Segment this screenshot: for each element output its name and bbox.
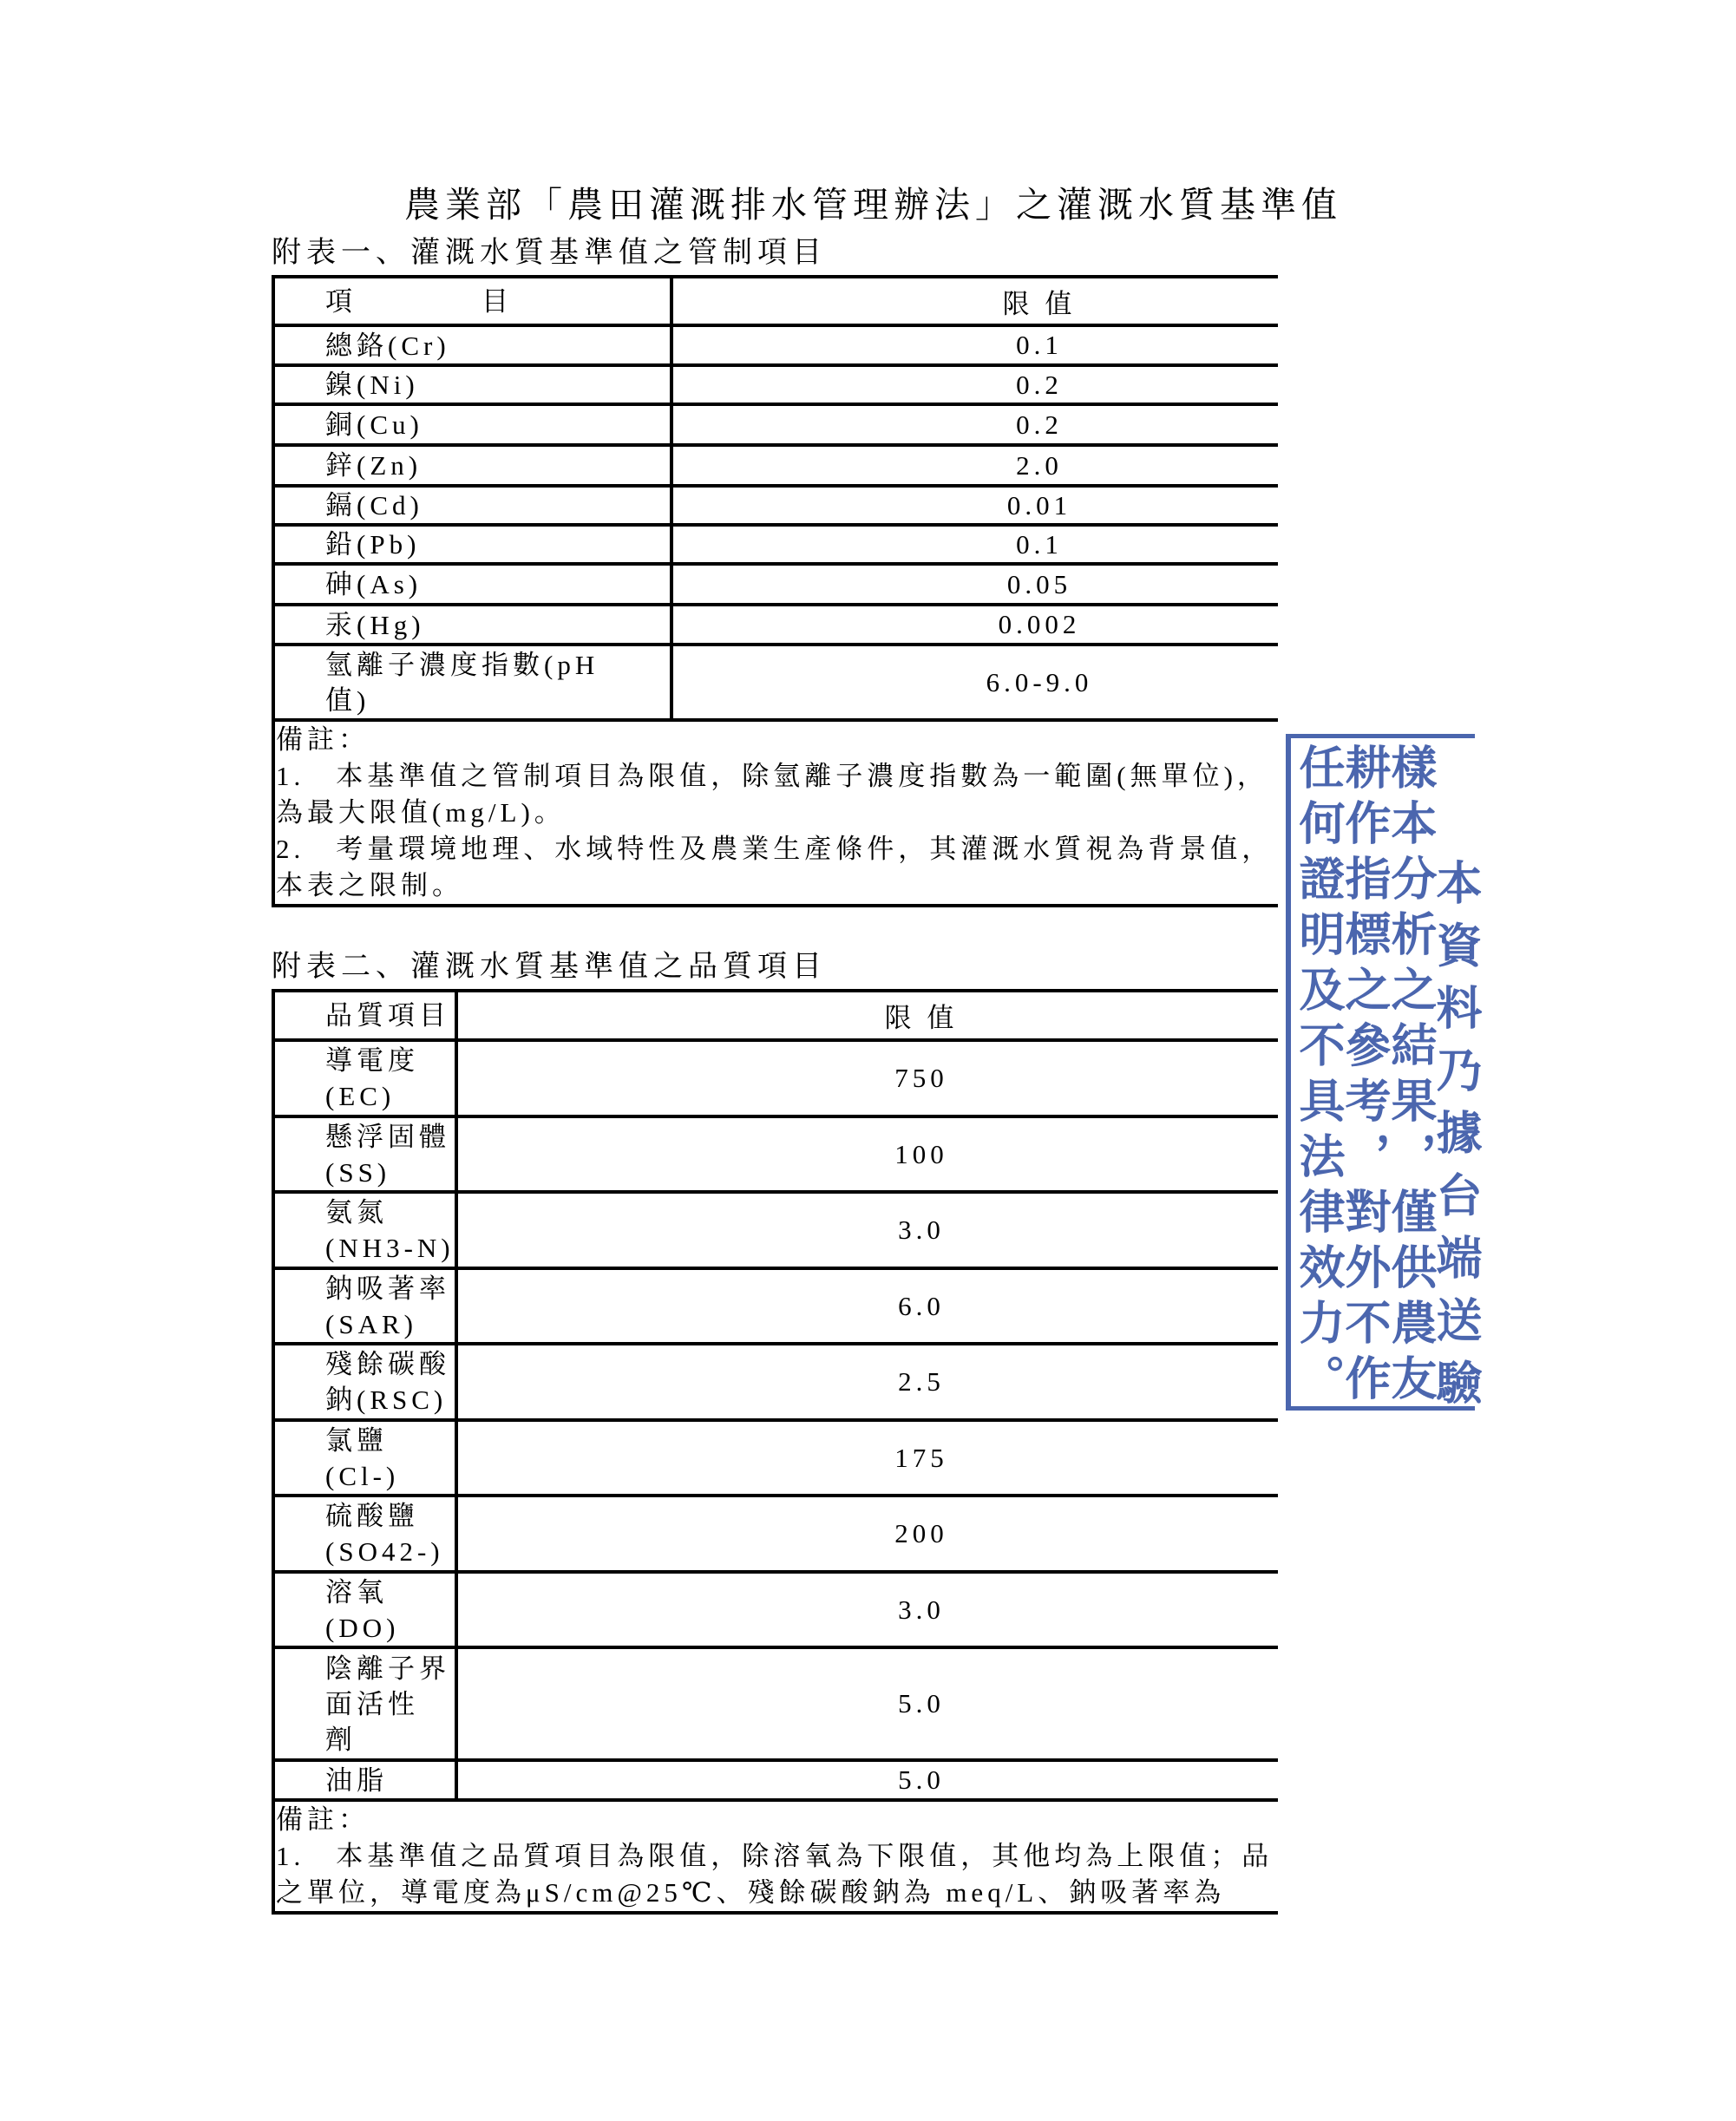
- limit-value: 0.01: [1006, 489, 1072, 520]
- limit-cell: [455, 1574, 1278, 1646]
- limit-value: 3.0: [898, 1214, 945, 1245]
- table2-grid: [272, 989, 1278, 1915]
- limit-value: 2.5: [898, 1366, 945, 1397]
- table-row: [275, 1649, 1278, 1762]
- table1-control-items: [272, 275, 1278, 907]
- item-label: 殘餘碳酸: [325, 1349, 450, 1379]
- table-row: [275, 327, 1278, 367]
- table2-caption: 附表二、灌溉水質基準值之品質項目: [272, 951, 827, 983]
- item-label: 鎘(Cd): [325, 490, 423, 520]
- limit-cell: [455, 1270, 1278, 1342]
- item-cell: [275, 646, 670, 718]
- item-label: 鈉(RSC): [325, 1385, 448, 1415]
- limit-cell: [455, 1194, 1278, 1267]
- item-cell: [275, 1649, 455, 1758]
- item-label: (SO42-): [325, 1536, 444, 1567]
- item-label: (EC): [325, 1081, 396, 1111]
- table-row: [275, 1422, 1278, 1497]
- limit-cell: [670, 406, 1278, 443]
- limit-cell: [670, 488, 1278, 523]
- note-line: 之單位，導電度為μS/cm@25℃、殘餘碳酸鈉為 meq/L、鈉吸著率為: [276, 1877, 1226, 1908]
- table1-notes: [275, 722, 1278, 907]
- table-row: [275, 1118, 1278, 1194]
- item-cell: [275, 1194, 455, 1267]
- limit-cell: [455, 1422, 1278, 1494]
- table2-header-row: [275, 992, 1278, 1042]
- item-cell: [275, 1270, 455, 1342]
- item-cell: [275, 367, 670, 403]
- note-line: 本表之限制。: [276, 870, 463, 900]
- note-line: 1. 本基準值之管制項目為限值，除氫離子濃度指數為一範圍(無單位)，: [276, 761, 1268, 791]
- note-line: 備註：: [276, 1804, 370, 1835]
- stamp-text-column: 本資料乃據台端送驗: [1429, 859, 1483, 1421]
- item-label: 陰離子界: [325, 1653, 450, 1684]
- item-label: 懸浮固體: [325, 1121, 450, 1152]
- stamp-text-column: 樣本分析之結果，僅供農友: [1384, 743, 1438, 1410]
- item-label: 氨氮: [325, 1197, 388, 1227]
- table2-header-limit: 限 值: [884, 1003, 959, 1033]
- limit-value: 0.1: [1016, 330, 1063, 360]
- item-label: 汞(Hg): [325, 609, 425, 640]
- limit-cell: [455, 1042, 1278, 1115]
- note-line: 1. 本基準值之品質項目為限值，除溶氧為下限值，其他均為上限值；品: [276, 1841, 1274, 1871]
- item-label: 導電度: [325, 1045, 419, 1076]
- item-label: 總鉻(Cr): [325, 330, 450, 361]
- limit-value: 0.05: [1006, 568, 1072, 599]
- limit-cell: [670, 527, 1278, 562]
- stamp-text-column: 任何證明及不具法律效力。: [1292, 743, 1346, 1410]
- limit-cell: [670, 447, 1278, 484]
- item-cell: [275, 447, 670, 484]
- item-label: 硫酸鹽: [325, 1501, 419, 1531]
- table-row: [275, 1194, 1278, 1270]
- table-row: [275, 406, 1278, 447]
- item-label: (DO): [325, 1612, 400, 1643]
- limit-cell: [455, 1345, 1278, 1418]
- table1-grid: [272, 275, 1278, 907]
- item-label: 銅(Cu): [325, 409, 423, 440]
- limit-value: 0.1: [1016, 528, 1063, 560]
- limit-value: 6.0: [898, 1290, 945, 1321]
- table-row: [275, 1574, 1278, 1649]
- document-title: 農業部「農田灌溉排水管理辦法」之灌溉水質基準值: [404, 185, 1342, 225]
- item-label: 值): [325, 684, 370, 716]
- table1-header-limit: 限 值: [1002, 288, 1077, 319]
- table1-caption: 附表一、灌溉水質基準值之管制項目: [272, 237, 827, 269]
- table1-header-item: 項 目: [325, 285, 513, 317]
- limit-value: 0.2: [1016, 409, 1063, 440]
- note-line: 為最大限值(mg/L)。: [276, 797, 566, 828]
- limit-value: 3.0: [898, 1594, 945, 1625]
- table2-header-item-cell: [275, 992, 455, 1038]
- limit-cell: [670, 646, 1278, 718]
- table-row: [275, 1497, 1278, 1574]
- item-label: 鈉吸著率: [325, 1273, 450, 1304]
- table2-notes: [275, 1802, 1278, 1915]
- table1-header-item-cell: [275, 278, 670, 324]
- item-label: (SAR): [325, 1308, 417, 1339]
- item-cell: [275, 1762, 455, 1798]
- item-label: 氫離子濃度指數(pH: [325, 649, 599, 680]
- limit-cell: [455, 1497, 1278, 1570]
- limit-value: 200: [894, 1518, 948, 1548]
- item-label: 面活性: [325, 1688, 419, 1719]
- item-label: (NH3-N): [325, 1233, 455, 1263]
- stamp-text-column: 耕作指標之參考，對外不作: [1338, 743, 1392, 1410]
- item-cell: [275, 1345, 455, 1418]
- item-label: 鎳(Ni): [325, 370, 419, 400]
- limit-cell: [455, 1762, 1278, 1798]
- table-row: [275, 488, 1278, 527]
- table-row: [275, 1042, 1278, 1118]
- limit-value: 0.2: [1016, 369, 1063, 400]
- table-row: [275, 1762, 1278, 1802]
- item-label: 油脂: [325, 1764, 388, 1796]
- item-cell: [275, 488, 670, 523]
- item-label: 鉛(Pb): [325, 529, 421, 560]
- note-line: 備註：: [276, 724, 370, 755]
- table2-quality-items: [272, 989, 1278, 1915]
- table-row: [275, 566, 1278, 606]
- item-label: (Cl-): [325, 1460, 400, 1491]
- item-cell: [275, 327, 670, 363]
- table-row: [275, 646, 1278, 722]
- item-cell: [275, 1574, 455, 1646]
- limit-value: 0.002: [998, 609, 1081, 639]
- limit-cell: [670, 566, 1278, 603]
- table-row: [275, 1345, 1278, 1422]
- item-cell: [275, 1118, 455, 1190]
- item-cell: [275, 1422, 455, 1494]
- item-cell: [275, 1497, 455, 1570]
- table-row: [275, 1270, 1278, 1345]
- table2-header-limit-cell: [455, 992, 1278, 1038]
- table-row: [275, 447, 1278, 488]
- item-label: 鋅(Zn): [325, 450, 423, 481]
- item-cell: [275, 527, 670, 562]
- item-cell: [275, 1042, 455, 1115]
- note-line: 2. 考量環境地理、水域特性及農業生產條件，其灌溉水質視為背景值，: [276, 834, 1274, 864]
- table-row: [275, 527, 1278, 566]
- table-row: [275, 606, 1278, 646]
- limit-value: 175: [894, 1442, 948, 1473]
- limit-value: 2.0: [1016, 449, 1063, 481]
- table2-header-item: 品質項目: [325, 1000, 450, 1031]
- item-label: 溶氧: [325, 1576, 388, 1607]
- table-row: [275, 367, 1278, 406]
- limit-value: 5.0: [898, 1764, 945, 1795]
- item-label: 砷(As): [325, 569, 423, 599]
- limit-cell: [455, 1118, 1278, 1190]
- item-label: 氯鹽: [325, 1424, 388, 1456]
- limit-value: 100: [894, 1138, 948, 1169]
- item-cell: [275, 566, 670, 603]
- limit-value: 750: [894, 1063, 948, 1093]
- limit-cell: [670, 606, 1278, 643]
- item-label: 劑: [325, 1724, 357, 1755]
- item-cell: [275, 406, 670, 443]
- limit-value: 5.0: [898, 1688, 945, 1718]
- table1-header-limit-cell: [670, 278, 1278, 324]
- limit-cell: [670, 367, 1278, 403]
- limit-cell: [670, 327, 1278, 363]
- limit-cell: [455, 1649, 1278, 1758]
- item-label: (SS): [325, 1156, 391, 1188]
- item-cell: [275, 606, 670, 643]
- limit-value: 6.0-9.0: [986, 666, 1093, 697]
- table1-header-row: [275, 278, 1278, 327]
